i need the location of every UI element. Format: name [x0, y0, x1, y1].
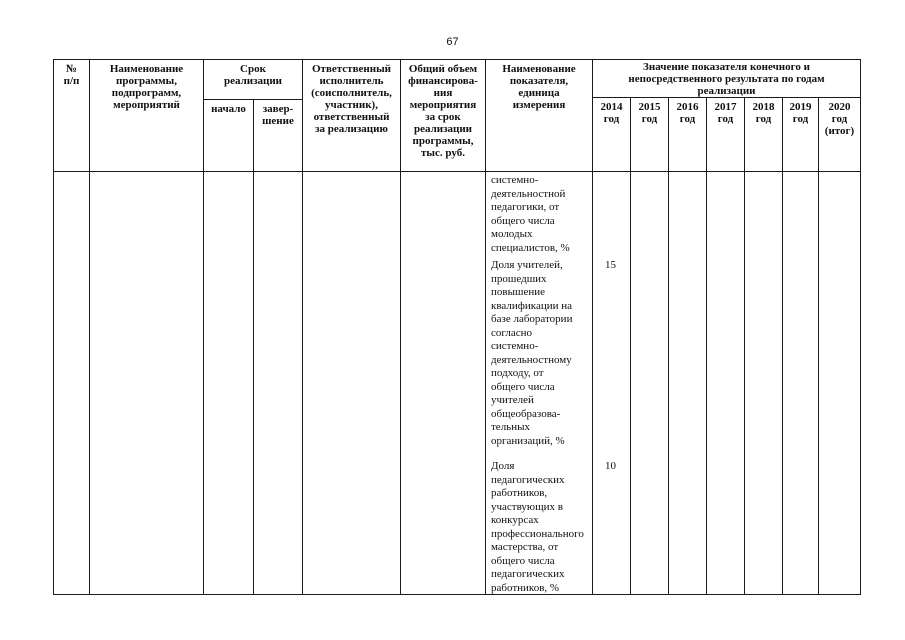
- header-bottom-border: [53, 171, 860, 172]
- column-border: [53, 59, 54, 595]
- column-border: [203, 59, 204, 595]
- header-year: 2016 год: [676, 101, 699, 125]
- header-program-name: Наименование программы, подпрограмм, мероприятий: [109, 63, 184, 111]
- header-year: 2014 год: [600, 101, 623, 125]
- header-term: Срок реализации: [223, 63, 283, 87]
- column-border: [706, 97, 707, 595]
- header-indicator: Наименование показателя, единица измерения: [502, 63, 576, 111]
- column-border: [782, 97, 783, 595]
- column-border: [485, 59, 486, 595]
- column-border: [818, 97, 819, 595]
- header-responsible: Ответственный исполнитель (соисполнитель, участник), ответственный за реализацию: [311, 63, 392, 135]
- header-year: 2019 год: [789, 101, 812, 125]
- header-term-end: завер- шение: [262, 103, 294, 127]
- header-funding: Общий объем финансирова- ния мероприятия за срок реализации программы, тыс. руб.: [408, 63, 478, 159]
- column-border: [592, 59, 593, 595]
- years-subheader-line: [592, 97, 860, 98]
- table-top-border: [53, 59, 860, 60]
- column-border: [253, 99, 254, 595]
- header-year: 2015 год: [638, 101, 661, 125]
- indicator-cell: системно- деятельностной педагогики, от общего числа молодых специалистов, %: [491, 174, 570, 254]
- column-border: [860, 59, 861, 595]
- indicator-cell: Доля учителей, прошедших повышение квалификации на базе лаборатории согласно системно- деятельностному подходу, от общего числа учителей общеобразова- тельных организаций, %: [491, 259, 573, 447]
- header-values-group: Значение показателя конечного и непосредственного результата по годам реализации: [628, 61, 825, 97]
- header-year: 2020 год (итог): [824, 101, 855, 137]
- header-year: 2018 год: [752, 101, 775, 125]
- column-border: [630, 97, 631, 595]
- table-bottom-border: [53, 594, 860, 595]
- header-number: № п/п: [63, 63, 80, 87]
- indicator-cell: Доля педагогических работников, участвующих в конкурсах профессионального мастерства, от общего числа педагогических работников, %: [491, 460, 584, 594]
- header-term-start: начало: [211, 103, 246, 115]
- column-border: [668, 97, 669, 595]
- column-border: [744, 97, 745, 595]
- header-year: 2017 год: [714, 101, 737, 125]
- page-number: 67: [446, 36, 459, 48]
- value-2014: 15: [605, 259, 616, 271]
- column-border: [89, 59, 90, 595]
- value-2014: 10: [605, 460, 616, 472]
- column-border: [302, 59, 303, 595]
